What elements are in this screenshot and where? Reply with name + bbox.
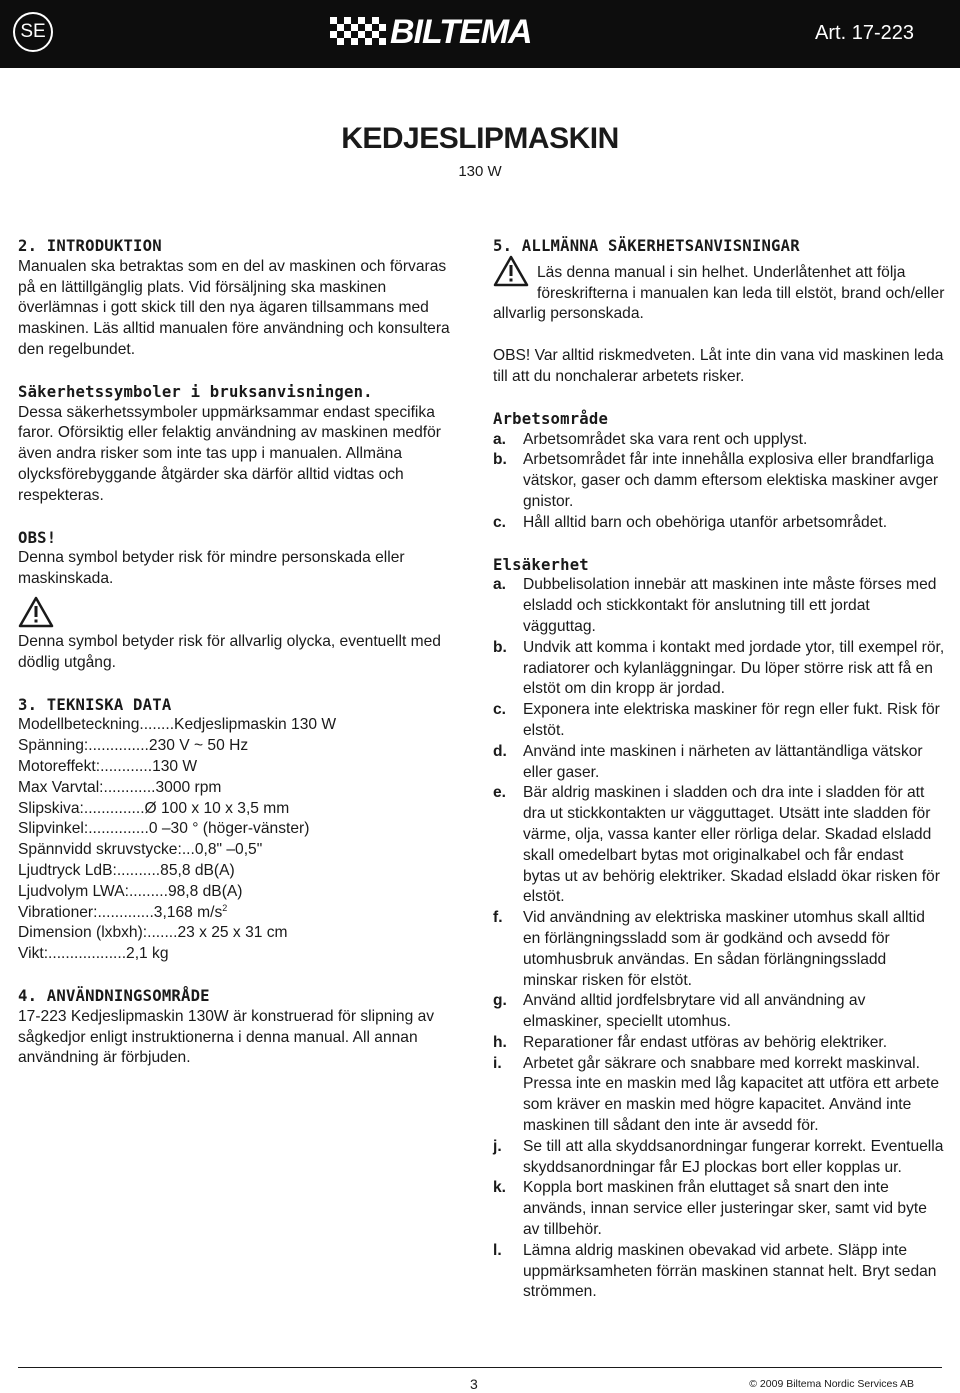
spec-row: Ljudvolym LWA:.........98,8 dB(A) xyxy=(18,882,243,900)
spec-row: Vikt:..................2,1 kg xyxy=(18,945,169,963)
warning-triangle-icon xyxy=(493,255,529,287)
list-item: k. Koppla bort maskinen från eluttaget så snart den inte används, innan service eller justeringar sker, samt vid byte av tillbehör. xyxy=(493,1179,927,1239)
section-heading-introduction: 2. INTRODUKTION xyxy=(18,237,162,255)
warning-text: Denna symbol betyder risk för allvarlig olycka, eventuellt med dödlig utgång. xyxy=(18,632,441,671)
list-item: i. Arbetet går säkrare och snabbare med korrekt maskinval. Pressa inte en maskin med låg kapacitet att utföra ett arbete som kräver en maskin med högre kapacitet. Använd inte maskinen till sådant den inte är avsedd för. xyxy=(493,1054,940,1135)
spec-row: Ljudtryck LdB:..........85,8 dB(A) xyxy=(18,861,235,879)
work-area-list xyxy=(493,430,945,534)
section-heading-symbols: Säkerhetssymboler i bruksanvisningen. xyxy=(18,382,373,401)
right-column xyxy=(493,236,945,1303)
page-title: KEDJESLIPMASKIN xyxy=(341,122,619,155)
list-item: e. Bär aldrig maskinen i sladden och dra inte i sladden för att dra ut stickkontakten ur vägguttaget. Utsätt inte sladden för värme, olja, vassa kanter eller rörliga delar. Skadad elsladd skall omedelbart bytas mot originalkabel och får endast bytas ut av behörig elektriker. Skadad elsladd ökar risken för elstöt. xyxy=(493,784,940,906)
section-heading-electrical-safety: Elsäkerhet xyxy=(493,555,589,574)
spec-row: Spänning:..............230 V ~ 50 Hz xyxy=(18,737,249,755)
spec-list xyxy=(18,715,463,965)
safety-lead: Läs denna manual i sin helhet. xyxy=(537,263,749,281)
list-item: h. Reparationer får endast utföras av behörig elektriker. xyxy=(493,1033,888,1051)
spec-row: Slipvinkel:..............0 –30 ° (höger-vänster) xyxy=(18,820,310,838)
spec-row: Dimension (lxbxh):.......23 x 25 x 31 cm xyxy=(18,924,288,942)
electrical-safety-list xyxy=(493,575,945,1303)
copyright-notice: © 2009 Biltema Nordic Services AB xyxy=(749,1378,914,1390)
warning-triangle-icon xyxy=(18,596,54,628)
list-item: a. Dubbelisolation innebär att maskinen inte måste förses med elsladd och stickkontakt för anslutning till ett jordat vägguttag. xyxy=(493,576,937,635)
spec-row: Spännvidd skruvstycke:...0,8" –0,5" xyxy=(18,841,263,859)
footer-divider xyxy=(18,1367,942,1368)
right-obs-text: Var alltid riskmedveten. Låt inte din vana vid maskinen leda till att du nonchalerar arbetets risker. xyxy=(493,347,944,385)
list-item: b. Undvik att komma i kontakt med jordade ytor, till exempel rör, radiatorer och kylanläggningar. Du löper större risk att få en elstöt om din kropp är jordad. xyxy=(493,638,945,698)
page-number: 3 xyxy=(470,1376,478,1392)
spec-row: Slipskiva:..............Ø 100 x 10 x 3,5 mm xyxy=(18,799,290,817)
safety-body: Underlåtenhet att följa föreskrifterna i manualen kan leda till elstöt, brand och/eller allvarlig personskada. xyxy=(493,263,945,323)
list-item: g. Använd alltid jordfelsbrytare vid all användning av elmaskiner, speciellt utomhus. xyxy=(493,992,866,1031)
list-item: f. Vid användning av elektriska maskiner utomhus skall alltid en förlängningssladd som är godkänd och avsedd för utomhusbruk användas. En sådan förlängningssladd minskar risken för elstöt. xyxy=(493,909,925,989)
list-item: l. Lämna aldrig maskinen obevakad vid arbete. Släpp inte uppmärksamheten förrän maskinen stannat helt. Bryt sedan strömmen. xyxy=(493,1241,937,1301)
section-heading-tech-data: 3. TEKNISKA DATA xyxy=(18,695,172,714)
usage-text: 17-223 Kedjeslipmaskin 130W är konstruerad för slipning av sågkedjor enligt instruktionerna i denna manual. All annan användning är förbjuden. xyxy=(18,1007,435,1067)
introduction-text: Manualen ska betraktas som en del av maskinen och förvaras på en lättillgänglig plats. Vid försäljning ska maskinen överlämnas i gott skick till den nya ägaren tillsammans med maskinen. Läs alltid manualen före användning och konsultera den regelbundet. xyxy=(18,257,450,358)
left-column xyxy=(18,236,463,1069)
list-item: c. Exponera inte elektriska maskiner för regn eller fukt. Risk för elstöt. xyxy=(493,701,940,739)
list-item: b. Arbetsområdet får inte innehålla explosiva eller brandfarliga vätskor, gaser och damm eftersom elektiska maskiner avger gnistor. xyxy=(493,451,939,510)
right-obs-label: OBS! xyxy=(493,347,531,365)
obs-text: Denna symbol betyder risk för mindre personskada eller maskinskada. xyxy=(18,549,405,588)
list-item: a. Arbetsområdet ska vara rent och upplyst. xyxy=(493,430,808,448)
list-item: j. Se till att alla skyddsanordningar fungerar korrekt. Eventuella skyddsanordningar får EJ plockas bort eller kopplas ur. xyxy=(493,1137,944,1176)
obs-heading: OBS! xyxy=(18,528,57,547)
spec-row: Modellbeteckning........Kedjeslipmaskin 130 W xyxy=(18,716,337,734)
spec-row: Vibrationer:.............3,168 $m/s^2$ xyxy=(18,902,228,921)
spec-row: Motoreffekt:............130 W xyxy=(18,757,198,775)
safety-text xyxy=(493,263,945,325)
symbols-text: Dessa säkerhetssymboler uppmärksammar endast specifika faror. Oförsiktig eller felaktig användning av maskinen medför även andra risker som inte tas upp i manualen. Allmäna olycksförebyggande åtgärder ska därför alltid vidtas och respekteras. xyxy=(18,403,441,504)
list-item: d. Använd inte maskinen i närheten av lättantändliga vätskor eller gaser. xyxy=(493,742,923,781)
right-obs xyxy=(493,346,945,388)
section-heading-work-area: Arbetsområde xyxy=(493,409,609,428)
section-heading-usage: 4. ANVÄNDNINGSOMRÅDE xyxy=(18,986,210,1005)
brand-name: BILTEMA xyxy=(390,13,532,51)
spec-row: Max Varvtal:............3000 rpm xyxy=(18,778,222,796)
list-item: c. Håll alltid barn och obehöriga utanför arbetsområdet. xyxy=(493,513,888,531)
language-badge: SE xyxy=(13,12,53,52)
header-bar xyxy=(0,0,960,68)
brand-logo xyxy=(330,13,532,51)
article-number: Art. 17-223 xyxy=(815,22,914,44)
section-heading-safety: 5. ALLMÄNNA SÄKERHETSANVISNINGAR xyxy=(493,237,800,255)
page-subtitle: 130 W xyxy=(458,163,502,180)
checker-flag-icon xyxy=(330,17,386,47)
